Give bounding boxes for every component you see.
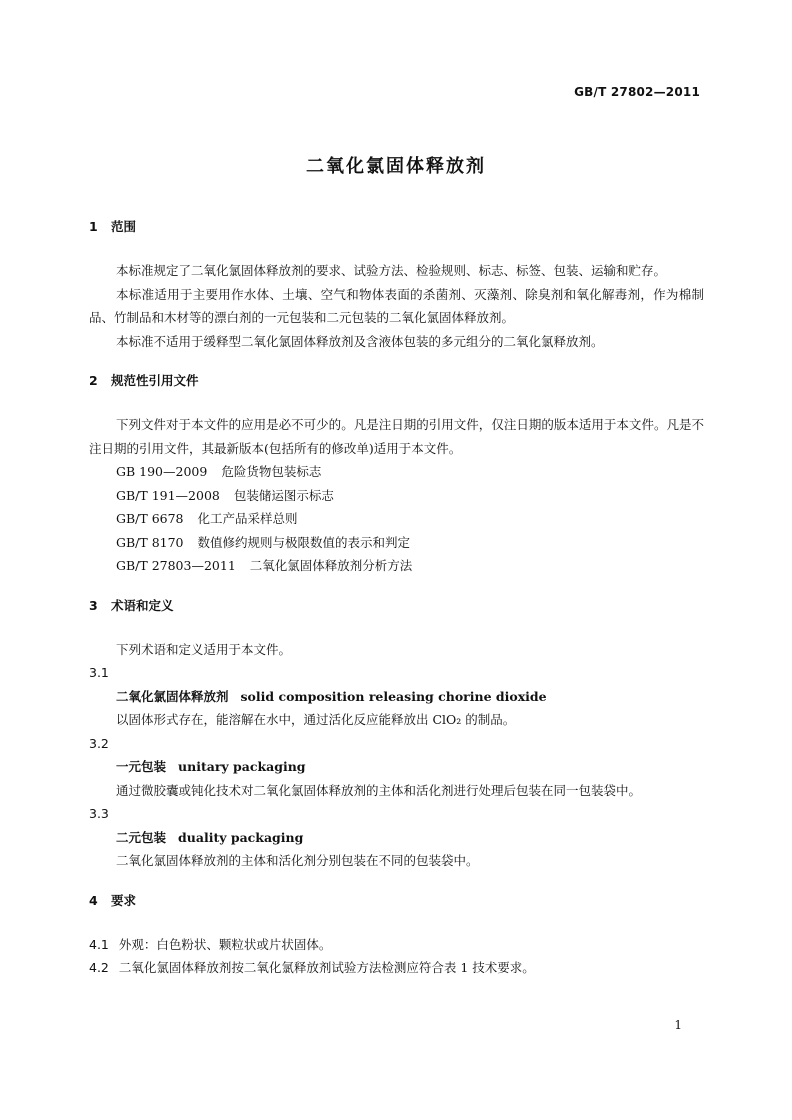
term-entry [89,685,704,709]
reference-item [89,554,704,578]
term-entry [89,826,704,850]
term-definition: 通过微胶囊或钝化技术对二氧化氯固体释放剂的主体和活化剂进行处理后包装在同一包装袋中。 [116,782,642,798]
requirement-item [89,956,704,980]
section-title: 规范性引用文件 [111,373,199,388]
reference-title: 二氧化氯固体释放剂分析方法 [249,558,413,573]
section-number: 3 [89,597,98,613]
section-heading-scope [89,215,704,239]
section-heading-terms-definitions [89,594,704,618]
paragraph: 下列文件对于本文件的应用是必不可少的。凡是注日期的引用文件，仅注日期的版本适用于本文件。凡是不注日期的引用文件，其最新版本(包括所有的修改单)适用于本文件。 [89,417,704,456]
reference-title: 危险货物包装标志 [221,464,322,479]
term-number: 3.1 [89,665,109,680]
paragraph: 本标准规定了二氧化氯固体释放剂的要求、试验方法、检验规则、标志、标签、包装、运输和贮存。 [116,263,667,278]
reference-item [89,531,704,555]
requirement-number: 4.2 [89,960,109,975]
term-definition: 二氧化氯固体释放剂的主体和活化剂分别包装在不同的包装袋中。 [116,853,479,868]
term-number: 3.3 [89,806,109,821]
section-heading-requirements [89,889,704,913]
standard-code: GB/T 27802—2011 [574,85,700,99]
section-title: 术语和定义 [111,597,174,613]
requirement-item [89,933,704,957]
term-english: duality packaging [178,829,304,845]
section-title: 要求 [111,892,137,908]
paragraph: 本标准适用于主要用作水体、土壤、空气和物体表面的杀菌剂、灭藻剂、除臭剂和氧化解毒剂，作为棉制品、竹制品和木材等的漂白剂的一元包装和二元包装的二氧化氯固体释放剂。 [89,286,704,325]
document-body [89,215,704,980]
reference-code: GB/T 8170 [116,534,184,550]
term-chinese: 二元包装 [116,829,167,845]
section-title: 范围 [111,219,137,234]
document-title: 二氧化氯固体释放剂 [306,156,486,177]
reference-code: GB/T 6678 [116,511,184,526]
reference-item [89,484,704,508]
reference-code: GB/T 191—2008 [116,487,220,503]
requirement-text: 外观：白色粉状、颗粒状或片状固体。 [118,936,332,952]
term-entry [89,755,704,779]
term-english: solid composition releasing chorine dioxide [240,688,547,704]
section-number: 4 [89,892,98,908]
requirement-number: 4.1 [89,936,109,952]
section-heading-normative-references [89,369,704,393]
reference-code: GB/T 27803—2011 [116,558,236,573]
term-english: unitary packaging [178,759,306,774]
page-number: 1 [674,1018,682,1032]
reference-title: 包装储运图示标志 [233,487,334,503]
reference-title: 化工产品采样总则 [197,511,298,526]
term-definition: 以固体形式存在，能溶解在水中，通过活化反应能释放出 ClO₂ 的制品。 [116,712,516,727]
paragraph: 下列术语和定义适用于本文件。 [116,641,292,657]
term-chinese: 一元包装 [116,759,167,774]
term-chinese: 二氧化氯固体释放剂 [116,688,229,704]
requirement-text: 二氧化氯固体释放剂按二氧化氯释放剂试验方法检测应符合表 1 技术要求。 [118,960,535,975]
reference-item [89,460,704,484]
reference-title: 数值修约规则与极限数值的表示和判定 [197,534,411,550]
term-number: 3.2 [89,735,109,751]
section-number: 1 [89,219,98,234]
section-number: 2 [89,373,98,388]
paragraph: 本标准不适用于缓释型二氧化氯固体释放剂及含液体包装的多元组分的二氧化氯释放剂。 [116,333,604,349]
reference-item [89,507,704,531]
reference-code: GB 190—2009 [116,464,208,479]
